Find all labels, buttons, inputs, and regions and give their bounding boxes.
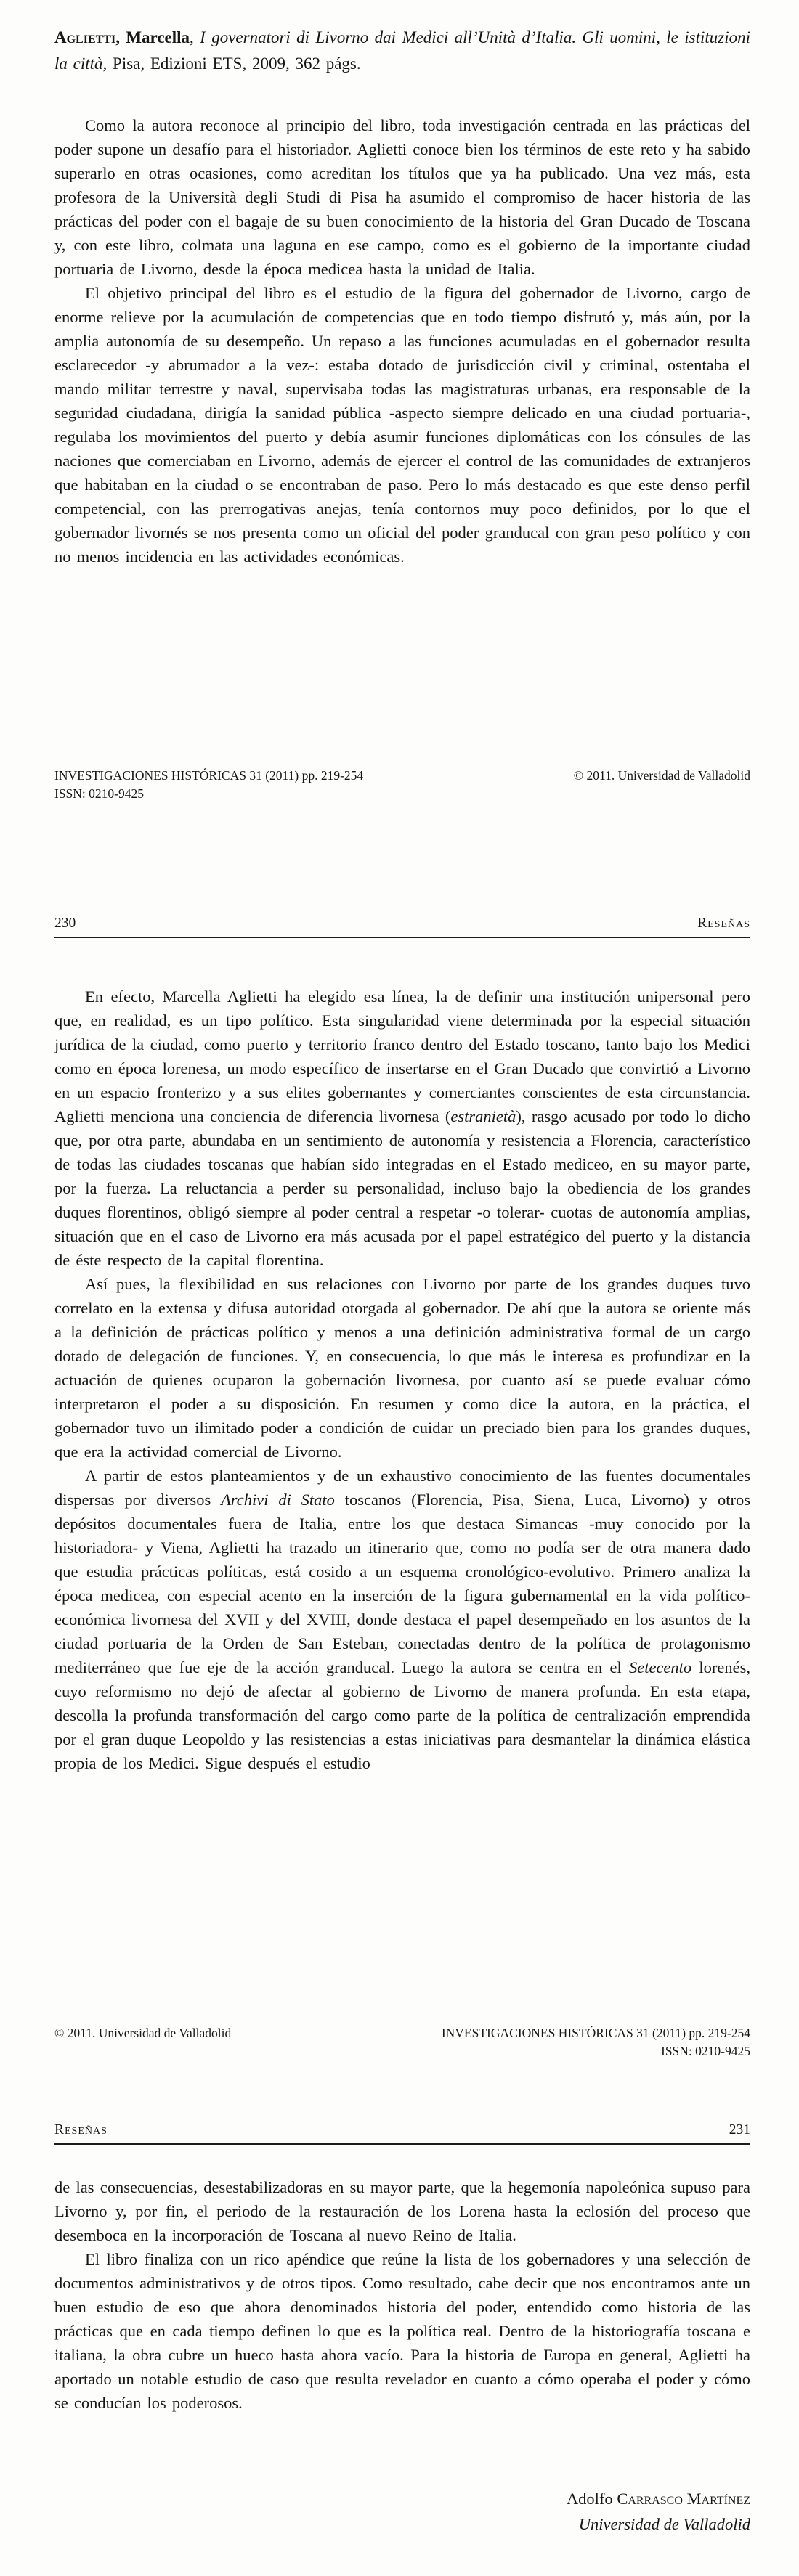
footer-issn-line: ISSN: 0210-9425 — [54, 786, 144, 801]
review-body-page3 — [54, 2175, 750, 2415]
review-body-page2 — [54, 985, 750, 1775]
review-paragraph: de las consecuencias, desestabilizadoras en su mayor parte, que la hegemonía napoleónica supuso para Livorno y, por fin, el periodo de la restauración de los Lorena hasta la eclosión del proceso que desemboca en la incorporación de Toscana al nuevo Reino de Italia. — [54, 2178, 750, 2244]
review-paragraph — [54, 1464, 750, 1775]
paragraph-text: En efecto, Marcella Aglietti ha elegido esa línea, la de definir una institución unipersonal pero que, en realidad, es un tipo político. Esta singularidad viene determinada por la especial situación jurídica de la ciudad, como puerto y territorio franco dentro del Estado toscano, tanto bajo los Medici como en época lorenesa, un modo específico de insertarse en el Gran Ducado que convirtió a Livorno en un espacio fronterizo y a sus elites gobernantes y comerciantes conscientes de esta circunstancia. Aglietti menciona una conciencia de diferencia livornesa ( — [54, 987, 750, 1125]
review-body-page1 — [54, 113, 750, 568]
reviewer-given-name: Adolfo — [566, 2490, 617, 2508]
paragraph-text: lorenés, cuyo reformismo no dejó de afectar al gobierno de Livorno de manera profunda. En esta etapa, descolla la profunda transformación del cargo como parte de la política de centralización emprendida por el gran duque Leopoldo y las resistencias a estas iniciativas para desmantelar la dinámica elástica propia de los Medici. Sigue después el estudio — [54, 1658, 750, 1772]
review-paragraph: Como la autora reconoce al principio del libro, toda investigación centrada en las prácticas del poder supone un desafío para el historiador. Aglietti conoce bien los términos de este reto y ha sabido superarlo en otras ocasiones, como acreditan los títulos que ya ha publicado. Una vez más, esta profesora de la Università degli Studi di Pisa ha asumido el compromiso de hacer historia de las prácticas del poder con el bagaje de su buen conocimiento de la historia del Gran Ducado de Toscana y, con este libro, colmata una laguna en ese campo, como es el gobierno de la importante ciudad portuaria de Livorno, desde la época medicea hasta la unidad de Italia. — [54, 116, 750, 278]
review-paragraph: El libro finaliza con un rico apéndice que reúne la lista de los gobernadores y una selección de documentos administrativos y de otros tipos. Como resultado, cabe decir que nos encontramos ante un buen estudio de eso que ahora denominados historia del poder, entendido como historia de las prácticas que en cada tiempo definen lo que es la política real. Dentro de la historiografía toscana e italiana, la obra cubre un hueco hasta ahora vacío. Para la historia de Europa en general, Aglietti ha aportado un notable estudio de caso que resulta revelador en cuanto a cómo operaba el poder y cómo se conducían los poderosos. — [54, 2250, 750, 2412]
reviewer-surname: Carrasco Martínez — [617, 2490, 750, 2508]
book-citation — [54, 25, 750, 77]
page-footer — [54, 767, 750, 803]
page-header — [54, 915, 750, 938]
page-number: 231 — [729, 2122, 750, 2137]
italic-term: Setecento — [628, 1658, 692, 1676]
footer-journal-info — [442, 2024, 750, 2061]
citation-imprint: , Pisa, Edizioni ETS, 2009, 362 págs. — [102, 54, 361, 73]
citation-author-given: , Marcella — [115, 28, 190, 46]
page-header — [54, 2121, 750, 2145]
reviewer-signature — [54, 2486, 750, 2537]
paragraph-text: toscanos (Florencia, Pisa, Siena, Luca, Livorno) y otros depósitos documentales fuera de Italia, entre los que destaca Simancas -muy conocido por la historiadora- y Viena, Aglietti ha trazado un itinerario que, como no podía ser de otra manera dado que estudia prácticas políticas, está cosido a un esquema cronológico-evolutivo. Primero analiza la época medicea, con especial acento en la inserción de la figura gubernamental en la vida político-económica livornesa del XVII y del XVIII, donde destaca el papel desempeñado en los asuntos de la ciudad portuaria de la Orden de San Esteban, conectadas dentro de la política de protagonismo mediterráneo que fue eje de la acción granducal. Luego la autora se centra en el — [54, 1491, 750, 1676]
review-paragraph: El objetivo principal del libro es el estudio de la figura del gobernador de Livorno, cargo de enorme relieve por la acumulación de competencias que en todo tiempo disfrutó y, más aún, por la amplia autonomía de su desempeño. Un repaso a las funciones acumuladas en el gobernador resulta esclarecedor -y abrumador a la vez-: estaba dotado de jurisdicción civil y criminal, ostentaba el mando militar terrestre y naval, supervisaba todas las magistraturas urbanas, era responsable de la seguridad ciudadana, dirigía la sanidad pública -aspecto siempre delicado en una ciudad portuaria-, regulaba los movimientos del puerto y debía asumir funciones diplomáticas con los cónsules de las naciones que comerciaban en Livorno, además de ejercer el control de las comunidades de extranjeros que habitaban en la ciudad o se encontraban de paso. Pero lo más destacado es que este denso perfil competencial, con las prerrogativas anejas, tenía contornos muy poco definidos, por lo que el gobernador livornés se nos presenta como un oficial del poder granducal con gran peso político y con no menos incidencia en las actividades económicas. — [54, 284, 750, 566]
paragraph-text: ), rasgo acusado por todo lo dicho que, por otra parte, abundaba en un sentimiento de autonomía y resistencia a Florencia, característico de todas las ciudades toscanas que habían sido integradas en el Estado mediceo, en su mayor parte, por la fuerza. La reluctancia a perder su personalidad, incluso bajo la obediencia de los grandes duques florentinos, obligó siempre al poder central a respetar -o tolerar- cuotas de autonomía amplias, situación que en el caso de Livorno era más acusada por el papel estratégico del puerto y la distancia de éste respecto de la capital florentina. — [54, 1107, 750, 1269]
review-paragraph: Así pues, la flexibilidad en sus relaciones con Livorno por parte de los grandes duques tuvo correlato en la extensa y difusa autoridad otorgada al gobernador. De ahí que la autora se oriente más a la definición de prácticas político y menos a una definición administrativa formal de un cargo dotado de delegación de funciones. Y, en consecuencia, lo que más le interesa es profundizar en la actuación de quienes ocuparon la gobernación livornesa, por cuanto así se puede evaluar cómo interpretaron el poder a su disposición. En resumen y como dice la autora, en la práctica, el gobernador tuvo un ilimitado poder a condición de cuidar un preciado bien para los grandes duques, que era la actividad comercial de Livorno. — [54, 1275, 750, 1461]
reviewer-name — [54, 2486, 750, 2511]
section-label: Reseñas — [54, 2122, 108, 2137]
footer-issn-line: ISSN: 0210-9425 — [661, 2044, 750, 2058]
citation-separator: , — [190, 28, 200, 46]
footer-copyright: © 2011. Universidad de Valladolid — [54, 2026, 232, 2040]
footer-journal-line: INVESTIGACIONES HISTÓRICAS 31 (2011) pp. 219-254 — [441, 2026, 750, 2040]
footer-journal-line: INVESTIGACIONES HISTÓRICAS 31 (2011) pp. 219-254 — [54, 768, 364, 783]
section-label: Reseñas — [697, 916, 750, 931]
reviewer-affiliation: Universidad de Valladolid — [578, 2515, 750, 2533]
page-footer — [54, 2024, 750, 2061]
italic-term: Archivi di Stato — [221, 1491, 335, 1509]
review-paragraph — [54, 985, 750, 1272]
italic-term: estranietà — [450, 1107, 516, 1125]
page-number: 230 — [54, 916, 76, 931]
footer-copyright: © 2011. Universidad de Valladolid — [573, 768, 750, 783]
citation-book-title: I governatori di Livorno dai Medici all’Unità d’Italia. Gli uomini, le istituzioni la città — [54, 28, 750, 73]
citation-author-surname: Aglietti — [54, 28, 116, 46]
footer-journal-info — [54, 767, 363, 803]
paragraph-text: A partir de estos planteamientos y de un exhaustivo conocimiento de las fuentes documentales dispersas por diversos — [54, 1467, 750, 1509]
